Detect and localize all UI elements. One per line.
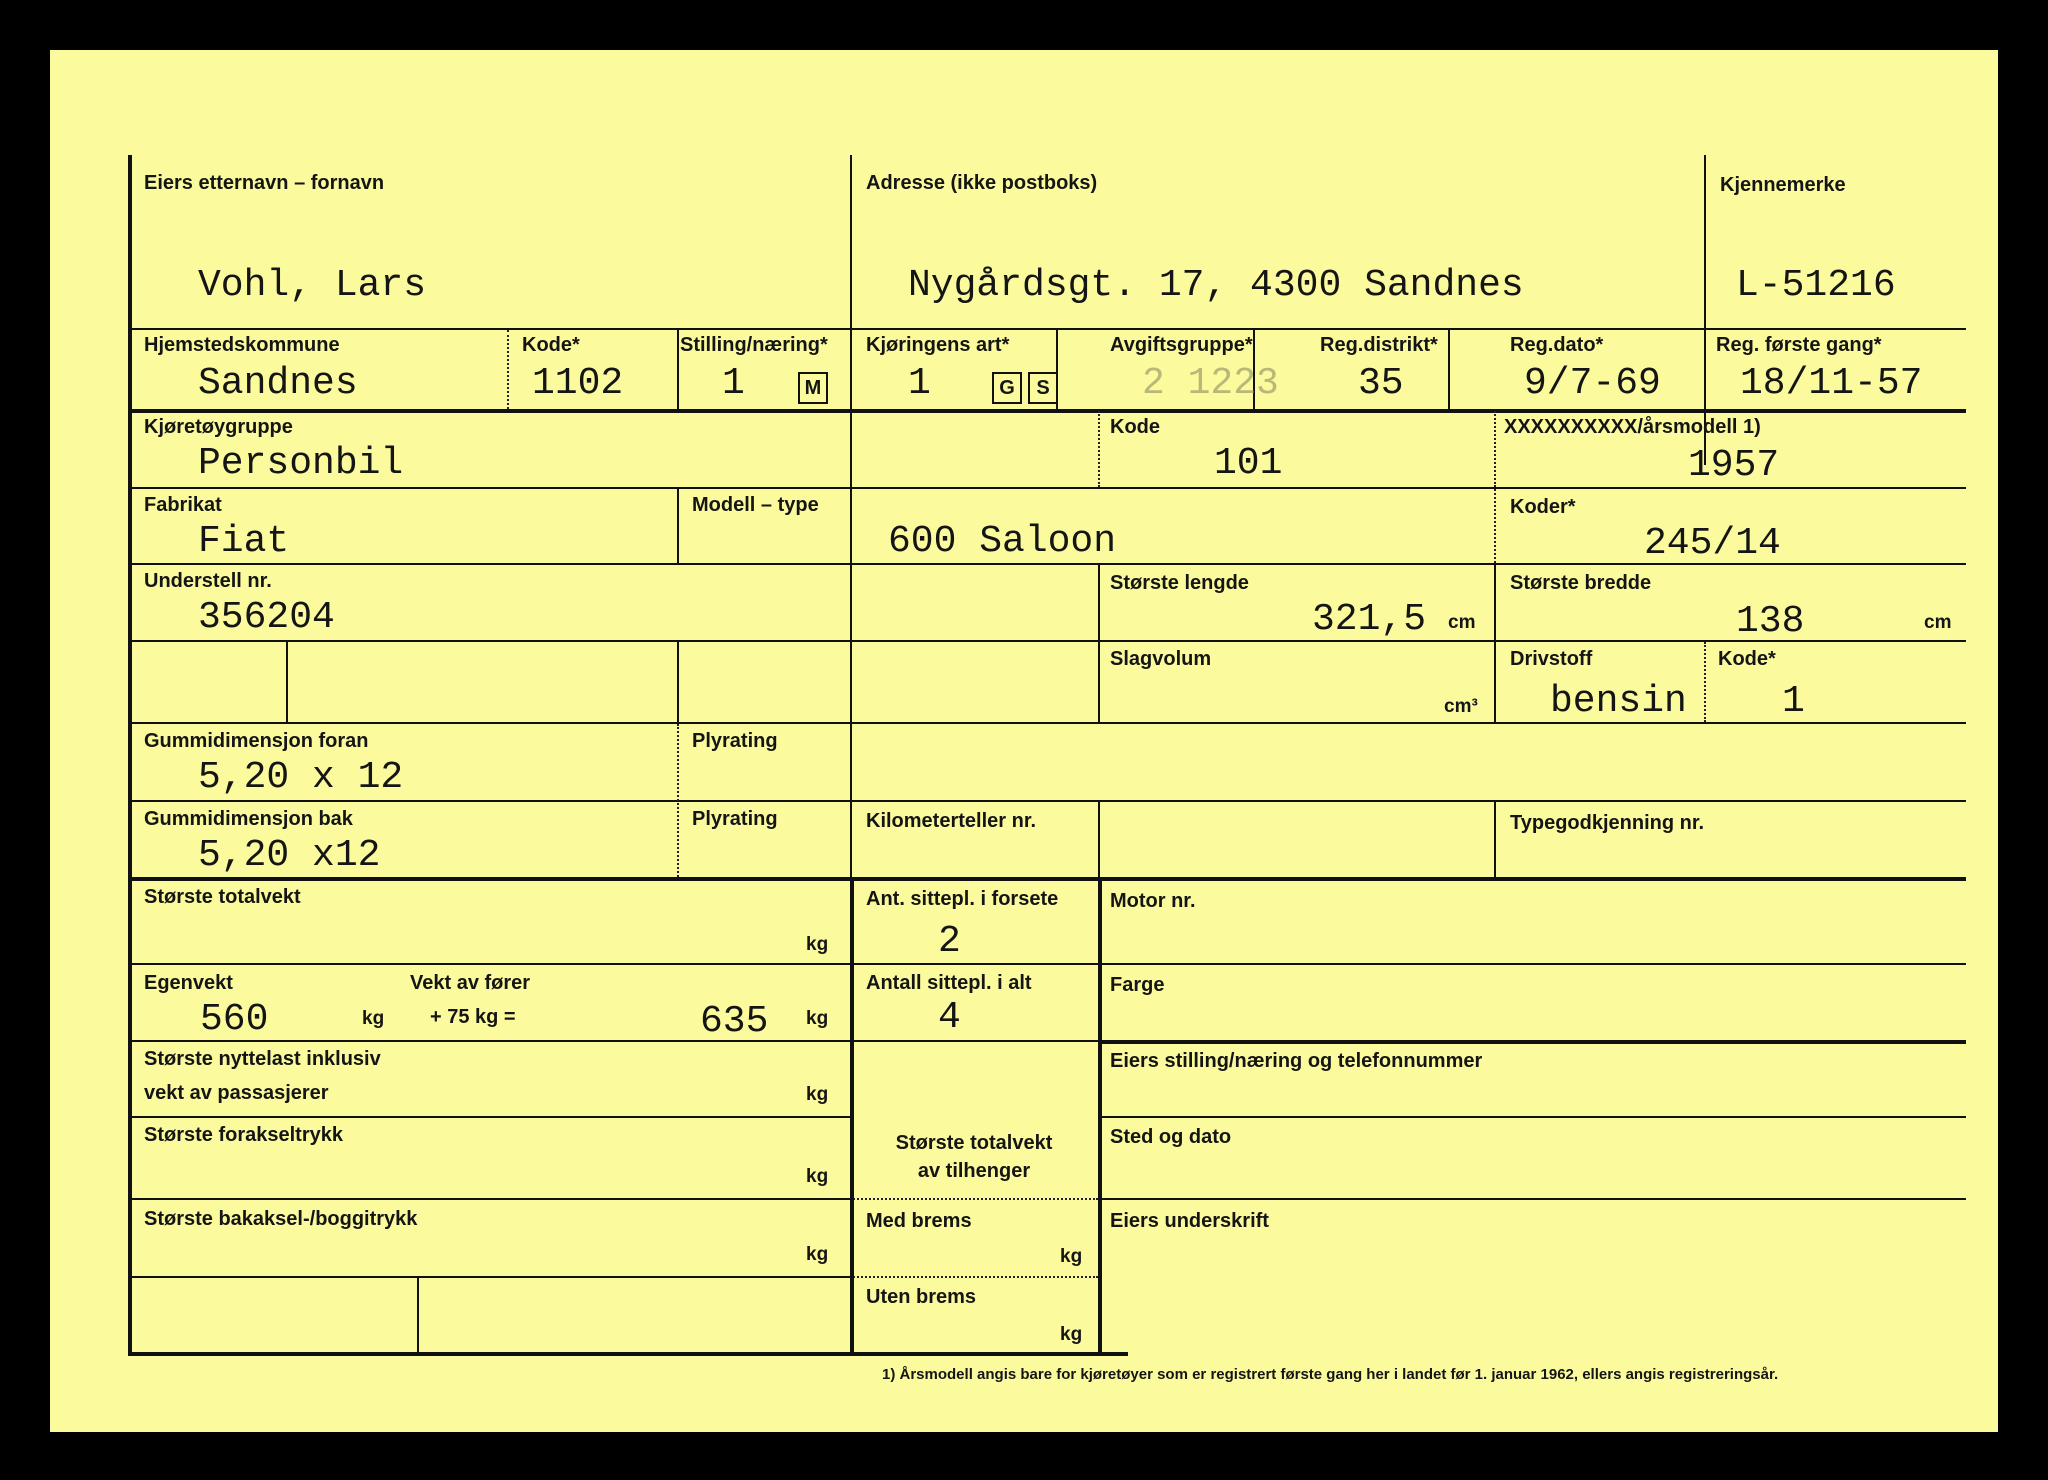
occupation-label: Stilling/næring* bbox=[680, 334, 828, 356]
bottom-border bbox=[128, 1352, 1128, 1356]
color-label: Farge bbox=[1110, 974, 1165, 996]
vehicle-group-value: Personbil bbox=[198, 442, 404, 485]
divider bbox=[1494, 489, 1496, 563]
ply-front-label: Plyrating bbox=[692, 730, 778, 752]
make-label: Fabrikat bbox=[144, 494, 222, 516]
fuel-code-value: 1 bbox=[1782, 680, 1805, 723]
box-border bbox=[850, 877, 854, 1354]
box-s: S bbox=[1028, 372, 1058, 404]
row-line bbox=[128, 963, 1966, 965]
total-weight-value: 635 bbox=[700, 1000, 769, 1043]
fuel-value: bensin bbox=[1550, 680, 1687, 723]
tire-rear-value: 5,20 x12 bbox=[198, 834, 381, 877]
owner-occupation-label: Eiers stilling/næring og telefonnummer bbox=[1110, 1050, 1483, 1072]
model-year-label: XXXXXXXXXX/årsmodell 1) bbox=[1504, 416, 1761, 438]
seats-total-label: Antall sittepl. i alt bbox=[866, 972, 1032, 994]
divider bbox=[1704, 642, 1706, 722]
displacement-label: Slagvolum bbox=[1110, 648, 1212, 670]
address-value: Nygårdsgt. 17, 4300 Sandnes bbox=[908, 264, 1524, 307]
model-type-value: 600 Saloon bbox=[888, 520, 1117, 563]
kg-unit: kg bbox=[806, 934, 829, 955]
max-length-label: Største lengde bbox=[1110, 572, 1249, 594]
first-reg-value: 18/11-57 bbox=[1740, 362, 1923, 405]
reg-district-label: Reg.distrikt* bbox=[1320, 334, 1438, 356]
box-m: M bbox=[798, 372, 828, 404]
tire-front-label: Gummidimensjon foran bbox=[144, 730, 369, 752]
displacement-unit: cm³ bbox=[1444, 696, 1478, 717]
driving-type-value: 1 bbox=[908, 362, 931, 405]
engine-no-label: Motor nr. bbox=[1110, 890, 1196, 912]
front-axle-label: Største forakseltrykk bbox=[144, 1124, 343, 1146]
owner-name-label: Eiers etternavn – fornavn bbox=[144, 172, 385, 194]
row-line bbox=[128, 722, 1966, 724]
driver-weight-label: Vekt av fører bbox=[410, 972, 531, 994]
fuel-label: Drivstoff bbox=[1510, 648, 1593, 670]
seats-total-value: 4 bbox=[938, 996, 961, 1039]
tire-front-value: 5,20 x 12 bbox=[198, 756, 404, 799]
max-width-unit: cm bbox=[1924, 612, 1952, 633]
divider bbox=[677, 642, 679, 722]
model-type-label: Modell – type bbox=[692, 494, 819, 516]
without-brakes-label: Uten brems bbox=[866, 1286, 977, 1308]
registration-mark-label: Kjennemerke bbox=[1720, 174, 1846, 196]
place-date-label: Sted og dato bbox=[1110, 1126, 1232, 1148]
row-line bbox=[128, 1276, 850, 1278]
divider bbox=[1448, 330, 1450, 409]
max-payload-label-1: Største nyttelast inklusiv bbox=[144, 1048, 381, 1070]
registration-card bbox=[50, 50, 1998, 1432]
kg-unit: kg bbox=[806, 1166, 829, 1187]
divider bbox=[677, 724, 679, 877]
divider bbox=[417, 1278, 419, 1352]
divider bbox=[1494, 802, 1496, 877]
owner-signature-label: Eiers underskrift bbox=[1110, 1210, 1269, 1232]
fuel-code-label: Kode* bbox=[1718, 648, 1776, 670]
owner-name-value: Vohl, Lars bbox=[198, 264, 427, 307]
reg-date-value: 9/7-69 bbox=[1524, 362, 1661, 405]
first-reg-label: Reg. første gang* bbox=[1716, 334, 1882, 356]
max-total-weight-label: Største totalvekt bbox=[144, 886, 301, 908]
tire-rear-label: Gummidimensjon bak bbox=[144, 808, 353, 830]
left-border bbox=[128, 155, 132, 1355]
code2-value: 101 bbox=[1214, 442, 1283, 485]
with-brakes-label: Med brems bbox=[866, 1210, 972, 1232]
divider bbox=[1098, 642, 1100, 722]
odometer-label: Kilometerteller nr. bbox=[866, 810, 1037, 832]
row-line bbox=[128, 1116, 850, 1118]
divider bbox=[286, 642, 288, 722]
driver-formula: + 75 kg = bbox=[430, 1006, 516, 1028]
kg-unit: kg bbox=[806, 1008, 829, 1029]
seats-front-value: 2 bbox=[938, 920, 961, 963]
max-length-unit: cm bbox=[1448, 612, 1476, 633]
chassis-label: Understell nr. bbox=[144, 570, 272, 592]
row-line bbox=[1098, 1040, 1966, 1044]
divider bbox=[1098, 411, 1100, 487]
codes-value: 245/14 bbox=[1644, 522, 1781, 565]
code-value: 1102 bbox=[532, 362, 624, 405]
divider bbox=[1098, 565, 1100, 640]
chassis-value: 356204 bbox=[198, 596, 335, 639]
divider bbox=[1494, 565, 1496, 640]
divider bbox=[677, 330, 679, 409]
kg-unit: kg bbox=[362, 1008, 385, 1029]
curb-weight-value: 560 bbox=[200, 998, 269, 1041]
max-length-value: 321,5 bbox=[1312, 598, 1427, 641]
rear-axle-label: Største bakaksel-/boggitrykk bbox=[144, 1208, 418, 1230]
row-line bbox=[128, 328, 1966, 330]
registration-mark-value: L-51216 bbox=[1736, 264, 1896, 307]
fee-group-value: 2 1223 bbox=[1142, 362, 1279, 405]
kg-unit: kg bbox=[806, 1244, 829, 1265]
box-g: G bbox=[992, 372, 1022, 404]
row-line bbox=[128, 800, 1966, 802]
trailer-label-2: av tilhenger bbox=[917, 1160, 1031, 1182]
max-payload-label-2: vekt av passasjerer bbox=[144, 1082, 329, 1104]
curb-weight-label: Egenvekt bbox=[144, 972, 233, 994]
divider bbox=[1494, 411, 1496, 487]
driving-type-label: Kjøringens art* bbox=[866, 334, 1010, 356]
kg-unit: kg bbox=[1060, 1246, 1083, 1267]
code-label: Kode* bbox=[522, 334, 580, 356]
row-line bbox=[850, 1198, 1098, 1200]
divider bbox=[507, 330, 509, 409]
kg-unit: kg bbox=[806, 1084, 829, 1105]
municipality-value: Sandnes bbox=[198, 362, 358, 405]
max-width-value: 138 bbox=[1736, 600, 1805, 643]
row-line bbox=[128, 640, 1966, 642]
reg-date-label: Reg.dato* bbox=[1510, 334, 1604, 356]
make-value: Fiat bbox=[198, 520, 290, 563]
address-label: Adresse (ikke postboks) bbox=[866, 172, 1098, 194]
divider bbox=[677, 489, 679, 563]
vehicle-group-label: Kjøretøygruppe bbox=[144, 416, 293, 438]
box-border bbox=[1098, 877, 1102, 1354]
row-line bbox=[128, 487, 1966, 489]
divider bbox=[1098, 802, 1100, 877]
reg-district-value: 35 bbox=[1358, 362, 1404, 405]
row-line bbox=[128, 1198, 850, 1200]
divider bbox=[1494, 642, 1496, 722]
model-year-value: 1957 bbox=[1688, 444, 1780, 487]
row-line bbox=[1098, 1116, 1966, 1118]
occupation-value: 1 bbox=[722, 362, 745, 405]
code2-label: Kode bbox=[1110, 416, 1160, 438]
row-line bbox=[128, 409, 1966, 413]
seats-front-label: Ant. sittepl. i forsete bbox=[866, 888, 1059, 910]
row-line bbox=[850, 1040, 1098, 1042]
fee-group-label: Avgiftsgruppe* bbox=[1110, 334, 1253, 356]
kg-unit: kg bbox=[1060, 1324, 1083, 1345]
ply-rear-label: Plyrating bbox=[692, 808, 778, 830]
row-line bbox=[850, 1276, 1098, 1278]
max-width-label: Største bredde bbox=[1510, 572, 1652, 594]
footnote: 1) Årsmodell angis bare for kjøretøyer som er registrert første gang her i landet før 1. januar 1962, ellers angis registreringsår. bbox=[882, 1366, 1779, 1383]
trailer-label-1: Største totalvekt bbox=[895, 1132, 1053, 1154]
municipality-label: Hjemstedskommune bbox=[144, 334, 340, 356]
type-approval-label: Typegodkjenning nr. bbox=[1510, 812, 1705, 834]
codes-label: Koder* bbox=[1510, 496, 1576, 518]
row-line bbox=[1098, 1198, 1966, 1200]
row-line bbox=[128, 877, 1966, 881]
